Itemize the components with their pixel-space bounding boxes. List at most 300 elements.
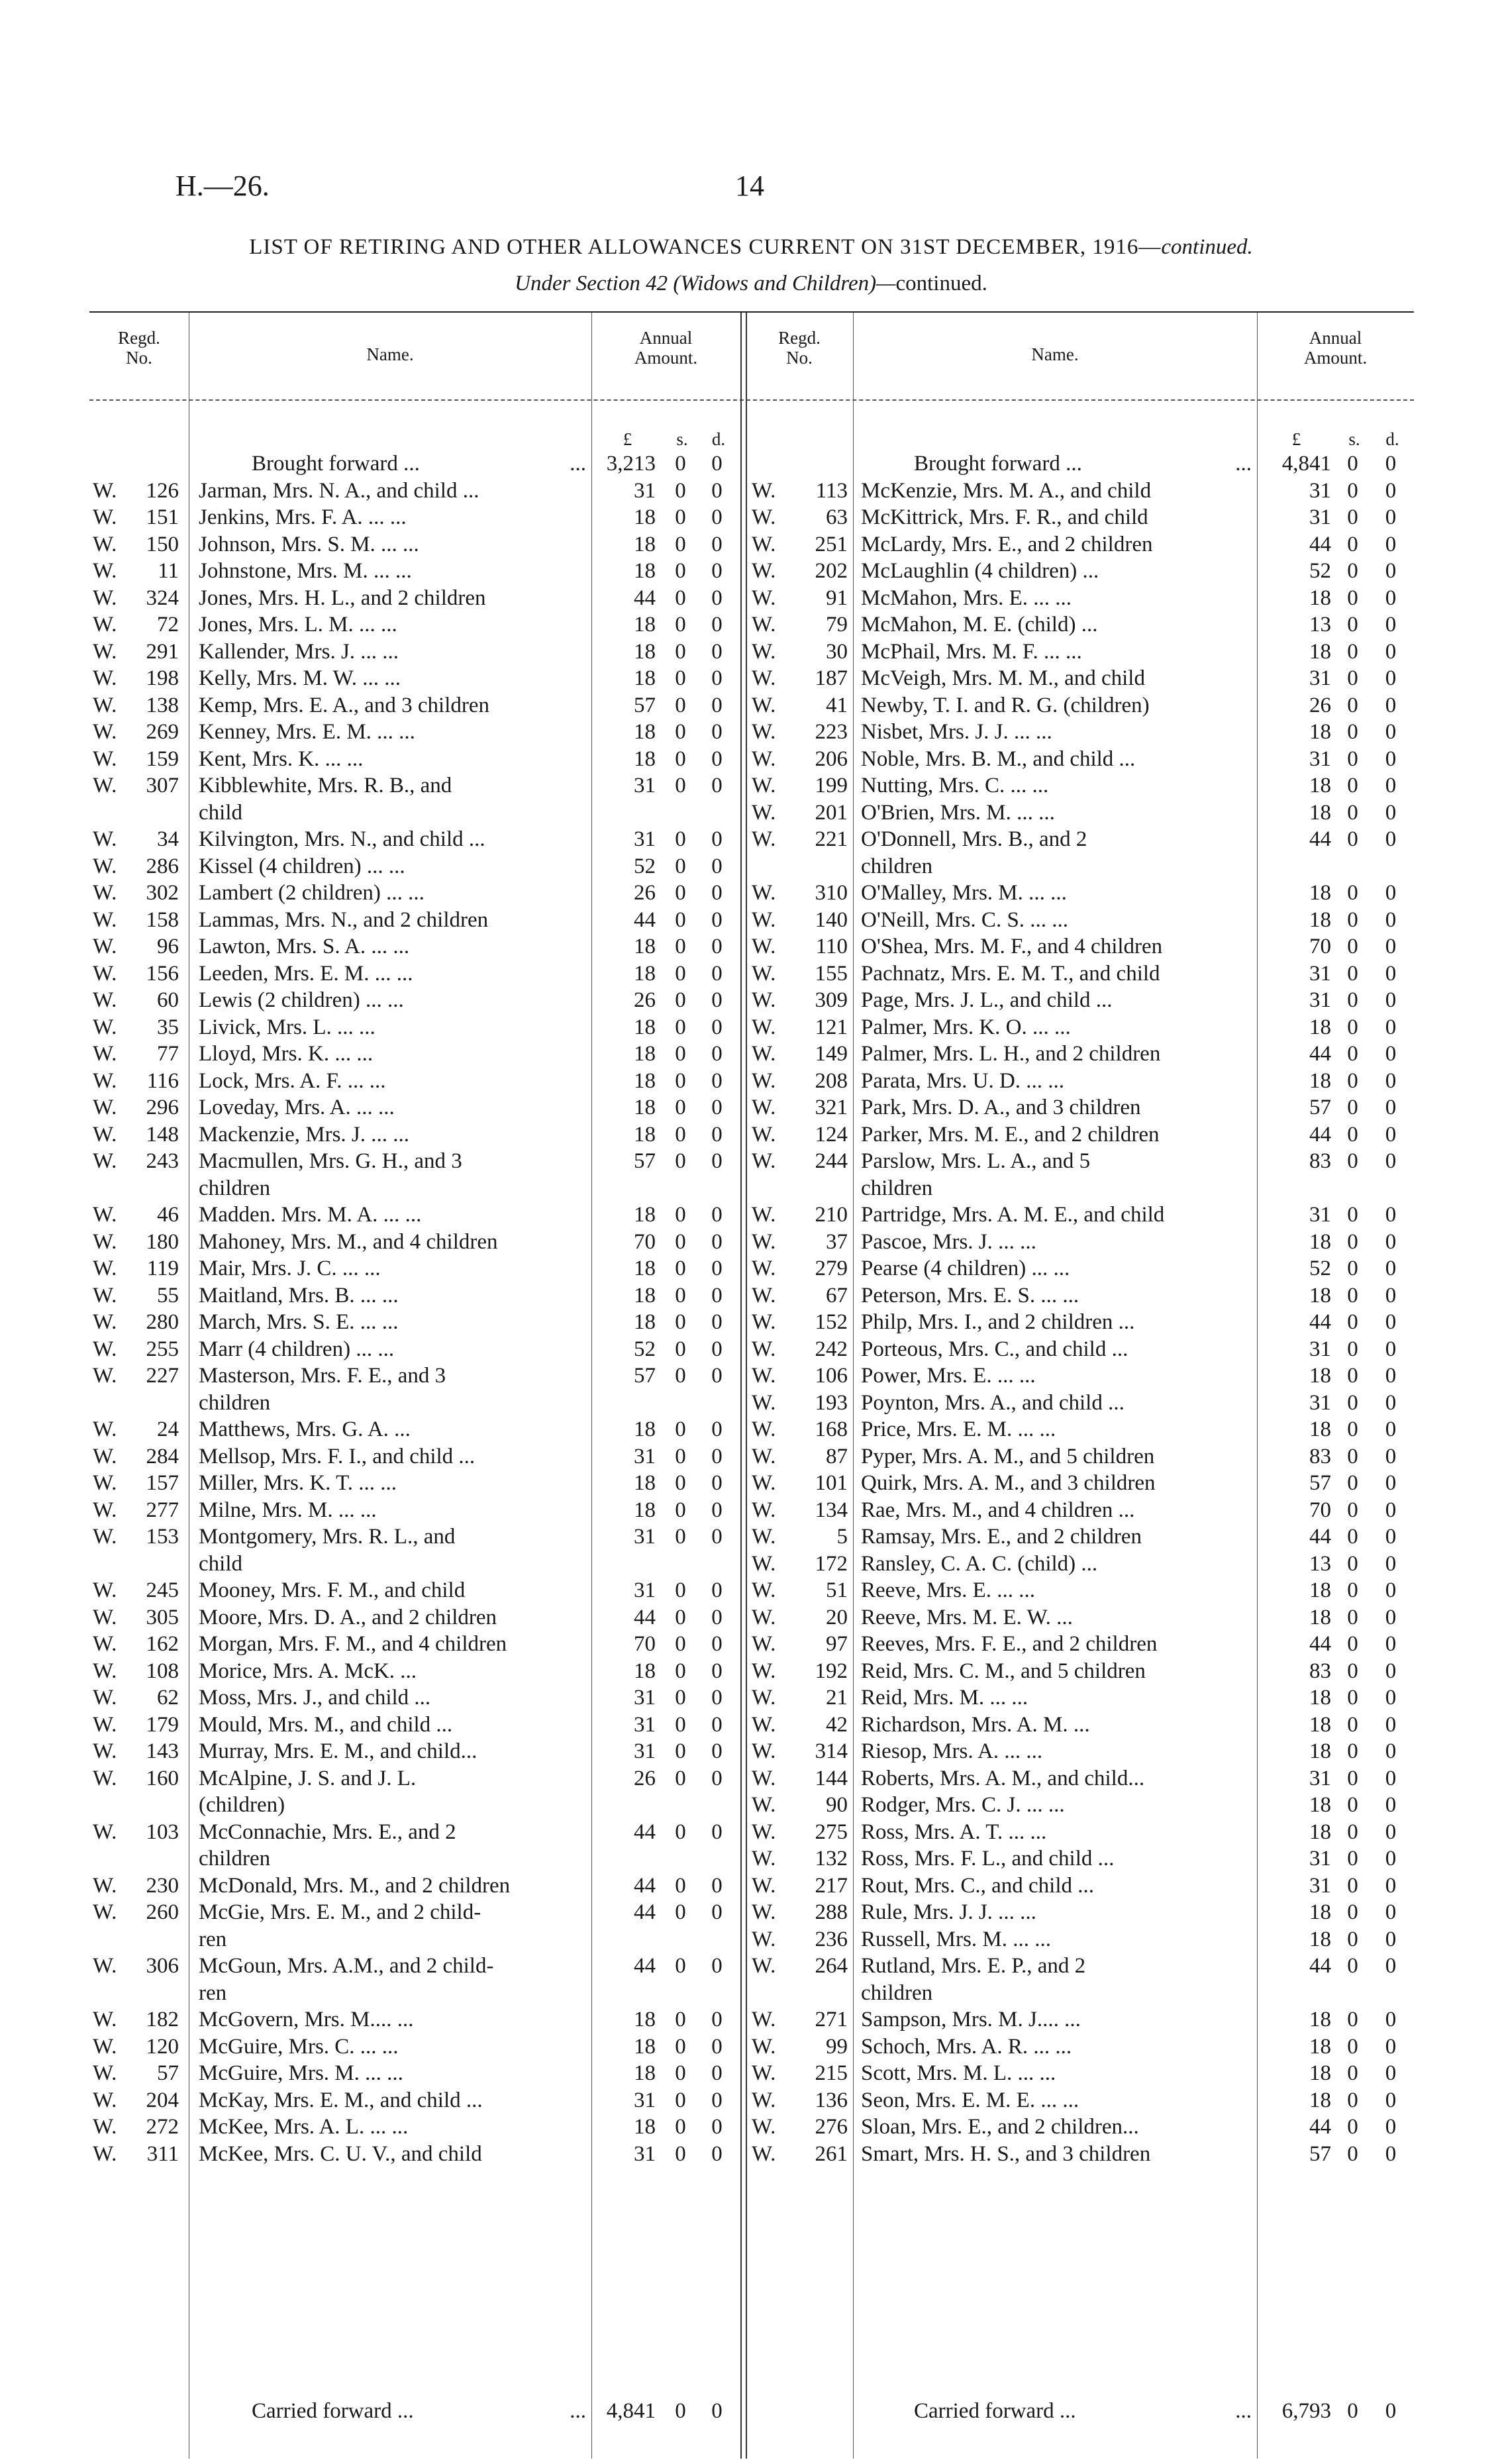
amount-pounds: 31 [634,2141,656,2166]
regd-value: 201 [815,800,848,825]
table-row [0,1845,1502,1872]
entry-name: McMahon, Mrs. E. ... ... [861,586,1072,610]
regd-number [752,933,848,960]
amount-shillings: 0 [1347,1739,1358,1763]
right-regd-header [746,328,853,368]
amount-shillings: 0 [675,854,686,878]
amount-shillings: 0 [675,1283,686,1308]
table-row [0,880,1502,906]
amount-shillings: 0 [1347,1283,1358,1308]
regd-prefix: W. [93,639,117,664]
entry-name: Power, Mrs. E. ... ... [861,1364,1036,1388]
amount-pence: 0 [1385,800,1397,825]
regd-value: 5 [836,1525,848,1549]
entry-name: Johnson, Mrs. S. M. ... ... [199,532,419,556]
regd-value: 67 [826,1283,848,1308]
amount-pounds: 70 [1309,1498,1331,1522]
amount-shillings: 0 [675,1632,686,1656]
amount-pence: 0 [1385,1793,1397,1817]
amount-shillings: 0 [675,1337,686,1361]
amount-pence: 0 [1385,1766,1397,1790]
entry-name: Lambert (2 children) ... ... [199,881,425,905]
amount-pence: 0 [1385,1122,1397,1147]
amount-pounds: 18 [634,935,656,958]
table-row [0,1684,1502,1711]
regd-value: 269 [146,720,179,744]
amount-shillings: 0 [675,746,686,771]
regd-value: 11 [158,559,179,583]
table-row [0,1953,1502,1979]
amount-pounds: 83 [1309,1444,1331,1468]
amount-pence: 0 [1385,1847,1397,1871]
amount-pounds: 31 [634,478,656,503]
amount-pounds: 18 [634,720,656,744]
amount-pounds: 57 [1309,1471,1331,1495]
amount-shillings: 0 [1347,1390,1358,1415]
entry-name: Livick, Mrs. L. ... ... [199,1015,376,1039]
amount-pounds: 18 [1309,1283,1331,1308]
table-row [0,1631,1502,1657]
amount-shillings: 0 [1347,1498,1358,1522]
amount-pence: 0 [1385,532,1397,556]
regd-value: 113 [815,478,848,503]
regd-prefix: W. [93,1873,117,1898]
amount-pence: 0 [711,2399,723,2423]
amount-pounds: 44 [634,1605,656,1629]
entry-name: O'Neill, Mrs. C. S. ... ... [861,907,1069,932]
entry-name: Kemp, Mrs. E. A., and 3 children [199,693,490,717]
amount-shillings: 0 [675,1015,686,1039]
table-row [0,2087,1502,2114]
entry-name: Rout, Mrs. C., and child ... [861,1873,1094,1898]
left-amount-header [591,328,740,368]
regd-value: 157 [146,1471,179,1495]
entry-name: Park, Mrs. D. A., and 3 children [861,1096,1141,1119]
entry-name: Pearse (4 children) ... ... [861,1257,1070,1280]
table-row [0,1899,1502,1925]
amount-shillings: 0 [675,532,686,556]
amount-shillings: 0 [675,613,686,637]
entry-name: Ross, Mrs. F. L., and child ... [861,1847,1115,1871]
regd-prefix: W. [752,1900,776,1924]
entry-name: children [861,1176,933,1200]
amount-pounds: 31 [1309,505,1331,529]
amount-pence: 0 [1385,720,1397,744]
entry-name: Kenney, Mrs. E. M. ... ... [199,720,415,744]
entry-name: Lloyd, Mrs. K. ... ... [199,1042,374,1066]
amount-shillings: 0 [675,1873,686,1898]
amount-pence: 0 [1385,1605,1397,1629]
regd-number [752,1416,848,1443]
amount-shillings: 0 [1347,1068,1358,1093]
regd-prefix: W. [93,532,117,556]
entry-name: Milne, Mrs. M. ... ... [199,1498,377,1522]
amount-pounds: 31 [1309,1873,1331,1898]
table-row [0,692,1502,719]
regd-prefix: W. [752,774,776,797]
amount-pence: 0 [711,505,723,529]
left-name-header: Name. [366,344,414,364]
right-shilling-unit: s. [1348,429,1360,449]
amount-pence: 0 [1385,693,1397,717]
table-row [0,1470,1502,1496]
entry-name: children [861,1980,933,2005]
regd-prefix: W. [93,907,117,932]
entry-name: Roberts, Mrs. A. M., and child... [861,1766,1145,1790]
amount-pounds: 18 [634,613,656,637]
regd-number [752,1202,848,1228]
regd-number [752,1631,848,1657]
amount-pounds: 18 [1309,800,1331,825]
regd-number [752,1282,848,1309]
amount-pence: 0 [711,961,723,986]
regd-value: 138 [146,693,179,717]
entry-name: Pyper, Mrs. A. M., and 5 children [861,1444,1155,1468]
amount-pence: 0 [711,1578,723,1602]
regd-prefix: W. [93,746,117,771]
regd-value: 230 [146,1873,179,1898]
entry-name: Reeve, Mrs. E. ... ... [861,1578,1036,1602]
table-row [0,1712,1502,1738]
regd-value: 255 [146,1337,179,1361]
entry-name: Rule, Mrs. J. J. ... ... [861,1900,1036,1924]
amount-pounds: 57 [634,693,656,717]
amount-pence: 0 [1385,1927,1397,1951]
regd-value: 63 [826,505,848,529]
amount-pence: 0 [711,988,723,1012]
regd-prefix: W. [93,1820,117,1844]
amount-pence: 0 [711,1337,723,1361]
entry-name: Mahoney, Mrs. M., and 4 children [199,1229,498,1254]
amount-pounds: 44 [1309,1954,1331,1978]
entry-name: Richardson, Mrs. A. M. ... [861,1712,1090,1737]
entry-name: Ransley, C. A. C. (child) ... [861,1551,1098,1576]
entry-name: Smart, Mrs. H. S., and 3 children [861,2141,1151,2166]
regd-value: 276 [815,2115,848,2139]
amount-pence: 0 [1385,1820,1397,1844]
regd-prefix: W. [93,1149,117,1173]
regd-prefix: W. [752,1793,776,1817]
regd-value: 311 [146,2141,179,2166]
table-row [0,960,1502,987]
regd-value: 251 [815,532,848,556]
amount-pence: 0 [711,935,723,958]
regd-value: 51 [826,1578,848,1602]
entry-name: Riesop, Mrs. A. ... ... [861,1739,1043,1763]
entry-name: McVeigh, Mrs. M. M., and child [861,666,1145,690]
regd-number [752,1792,848,1818]
entry-name: Ross, Mrs. A. T. ... ... [861,1820,1047,1844]
entry-name: Mooney, Mrs. F. M., and child [199,1578,466,1602]
regd-prefix: W. [93,2115,117,2139]
amount-shillings: 0 [1347,1551,1358,1576]
entry-name: Porteous, Mrs. C., and child ... [861,1337,1128,1361]
amount-shillings: 0 [675,961,686,986]
amount-pounds: 18 [634,2008,656,2031]
regd-prefix: W. [93,2141,117,2166]
amount-pounds: 18 [1309,720,1331,744]
entry-name: Price, Mrs. E. M. ... ... [861,1417,1056,1441]
amount-shillings: 0 [1347,1873,1358,1898]
table-row [0,1255,1502,1282]
amount-pence: 0 [711,2034,723,2059]
amount-pounds: 3,213 [606,452,656,476]
table-row [0,1390,1502,1416]
entry-name: Reeve, Mrs. M. E. W. ... [861,1605,1073,1629]
amount-pounds: 52 [1309,1257,1331,1280]
regd-prefix: W. [752,881,776,905]
amount-pounds: 31 [634,1578,656,1602]
amount-pounds: 70 [634,1632,656,1656]
amount-pounds: 44 [634,1900,656,1924]
entry-name: Kallender, Mrs. J. ... ... [199,639,399,664]
regd-prefix: W. [93,881,117,905]
regd-number [752,1658,848,1684]
regd-value: 182 [146,2008,179,2031]
entry-name: Mackenzie, Mrs. J. ... ... [199,1122,410,1147]
amount-pounds: 18 [634,2061,656,2085]
amount-pence: 0 [711,1096,723,1119]
amount-pounds: 18 [1309,2088,1331,2112]
table-row [0,1175,1502,1202]
amount-pence: 0 [1385,666,1397,690]
regd-number [752,826,848,852]
amount-shillings: 0 [675,1525,686,1549]
entry-name: Parker, Mrs. M. E., and 2 children [861,1122,1160,1147]
amount-pence: 0 [1385,1444,1397,1468]
amount-pence: 0 [1385,1739,1397,1763]
amount-pence: 0 [1385,1551,1397,1576]
regd-prefix: W. [93,1659,117,1683]
amount-pence: 0 [711,1364,723,1388]
regd-number [752,1255,848,1282]
regd-value: 221 [815,827,848,851]
amount-pounds: 18 [1309,1068,1331,1093]
amount-pounds: 18 [634,1310,656,1334]
regd-number [752,2060,848,2086]
regd-number [752,1738,848,1765]
amount-pounds: 18 [1309,881,1331,905]
entry-name: Peterson, Mrs. E. S. ... ... [861,1283,1079,1308]
regd-value: 110 [815,935,848,958]
table-row [0,1523,1502,1550]
regd-number [752,1068,848,1094]
amount-shillings: 0 [675,2034,686,2059]
regd-number [752,665,848,692]
regd-value: 91 [826,586,848,610]
regd-value: 192 [815,1659,848,1683]
header-rule [89,399,1414,401]
amount-pounds: 52 [1309,559,1331,583]
amount-pounds: 31 [1309,1766,1331,1790]
entry-name: McKee, Mrs. A. L. ... ... [199,2115,409,2139]
regd-prefix: W. [752,1310,776,1334]
page-subtitle [0,272,1502,296]
entry-name: Quirk, Mrs. A. M., and 3 children [861,1471,1156,1495]
regd-prefix: W. [752,1444,776,1468]
entry-name: Scott, Mrs. M. L. ... ... [861,2061,1056,2085]
amount-pence: 0 [711,1686,723,1710]
table-row [0,504,1502,531]
amount-pence: 0 [1385,1578,1397,1602]
table-row [0,2141,1502,2167]
brought-forward [0,450,1502,477]
amount-pence: 0 [711,1525,723,1549]
regd-prefix: W. [752,1686,776,1710]
entry-name: Madden. Mrs. M. A. ... ... [199,1203,422,1227]
amount-shillings: 0 [675,1686,686,1710]
regd-value: 243 [146,1149,179,1173]
regd-value: 296 [146,1096,179,1119]
table-row [0,1121,1502,1148]
amount-shillings: 0 [1347,586,1358,610]
amount-pounds: 18 [634,2034,656,2059]
entry-name: Palmer, Mrs. L. H., and 2 children [861,1042,1161,1066]
regd-value: 150 [146,532,179,556]
entry-name: McConnachie, Mrs. E., and 2 [199,1820,456,1844]
table-row [0,2006,1502,2033]
amount-shillings: 0 [675,559,686,583]
title-continued: continued. [1161,235,1253,259]
amount-pence: 0 [1385,1364,1397,1388]
amount-pence: 0 [711,2115,723,2139]
regd-value: 124 [815,1122,848,1147]
amount-shillings: 0 [1347,988,1358,1012]
amount-pence: 0 [1385,1659,1397,1683]
amount-pounds: 31 [634,827,656,851]
table-row [0,558,1502,584]
regd-number [752,1684,848,1711]
amount-shillings: 0 [675,935,686,958]
entry-name: McMahon, M. E. (child) ... [861,613,1098,637]
amount-pence: 0 [711,2141,723,2166]
amount-pence: 0 [1385,2088,1397,2112]
entry-name: Mair, Mrs. J. C. ... ... [199,1257,381,1280]
amount-pounds: 18 [634,666,656,690]
amount-pounds: 18 [1309,1712,1331,1737]
amount-shillings: 0 [1347,1766,1358,1790]
carried-forward [0,2398,1502,2424]
amount-pounds: 18 [634,532,656,556]
regd-prefix: W. [752,935,776,958]
amount-pounds: 18 [1309,1686,1331,1710]
left-regd-header [89,328,189,368]
amount-pence: 0 [711,666,723,690]
regd-value: 96 [157,935,179,958]
regd-prefix: W. [752,1364,776,1388]
regd-number [752,1336,848,1362]
amount-shillings: 0 [1347,666,1358,690]
amount-pence: 0 [711,693,723,717]
subtitle-continued: continued. [895,272,987,295]
amount-shillings: 0 [1347,505,1358,529]
amount-pence: 0 [711,1283,723,1308]
regd-prefix: W. [752,1659,776,1683]
regd-value: 215 [815,2061,848,2085]
amount-shillings: 0 [1347,559,1358,583]
entry-name: Moss, Mrs. J., and child ... [199,1686,431,1710]
entry-name: McKittrick, Mrs. F. R., and child [861,505,1148,529]
amount-pence: 0 [1385,1498,1397,1522]
regd-value: 310 [815,881,848,905]
amount-shillings: 0 [1347,1632,1358,1656]
amount-shillings: 0 [1347,1954,1358,1978]
amount-pence: 0 [711,1471,723,1495]
amount-pounds: 52 [634,1337,656,1361]
amount-pounds: 44 [634,1820,656,1844]
amount-shillings: 0 [675,1900,686,1924]
regd-number [752,478,848,504]
amount-pence: 0 [1385,2008,1397,2031]
amount-pence: 0 [711,907,723,932]
amount-pence: 0 [1385,1686,1397,1710]
carried-forward-label: Carried forward ... [252,2399,414,2423]
regd-value: 30 [826,639,848,664]
amount-shillings: 0 [675,2088,686,2112]
amount-pounds: 44 [1309,827,1331,851]
amount-shillings: 0 [675,2008,686,2031]
amount-pounds: 44 [1309,1042,1331,1066]
regd-prefix: W. [752,1096,776,1119]
regd-value: 306 [146,1954,179,1978]
entry-name: Nisbet, Mrs. J. J. ... ... [861,720,1052,744]
regd-number [752,1765,848,1792]
entry-name: Pascoe, Mrs. J. ... ... [861,1229,1036,1254]
amount-shillings: 0 [675,1498,686,1522]
regd-value: 120 [146,2034,179,2059]
amount-pounds: 18 [634,1498,656,1522]
entry-name: Rutland, Mrs. E. P., and 2 [861,1954,1086,1978]
table-row [0,719,1502,745]
amount-shillings: 0 [1347,1793,1358,1817]
amount-label: Amount. [1303,348,1368,368]
table-row [0,1443,1502,1470]
amount-pounds: 26 [1309,693,1331,717]
amount-shillings: 0 [1347,1712,1358,1737]
regd-value: 162 [146,1632,179,1656]
regd-number [752,1362,848,1389]
regd-number [752,2006,848,2033]
amount-pence: 0 [711,1900,723,1924]
regd-value: 321 [815,1096,848,1119]
amount-shillings: 0 [675,2115,686,2139]
amount-pence: 0 [1385,1337,1397,1361]
entry-name: McKee, Mrs. C. U. V., and child [199,2141,482,2166]
regd-prefix: W. [93,1068,117,1093]
amount-pounds: 31 [634,1444,656,1468]
regd-value: 155 [815,961,848,986]
amount-pounds: 18 [634,1203,656,1227]
amount-shillings: 0 [675,1203,686,1227]
amount-shillings: 0 [1347,1203,1358,1227]
regd-value: 126 [146,478,179,503]
amount-pounds: 57 [634,1364,656,1388]
amount-shillings: 0 [675,881,686,905]
regd-value: 106 [815,1364,848,1388]
amount-pounds: 18 [1309,1739,1331,1763]
amount-shillings: 0 [1347,1149,1358,1173]
regd-prefix: W. [752,666,776,690]
amount-pence: 0 [711,1659,723,1683]
regd-value: 46 [157,1203,179,1227]
regd-number [752,1577,848,1604]
regd-prefix: W. [93,666,117,690]
regd-prefix: W. [752,961,776,986]
amount-shillings: 0 [675,505,686,529]
amount-pounds: 18 [1309,774,1331,797]
regd-value: 24 [157,1417,179,1441]
entry-name: Schoch, Mrs. A. R. ... ... [861,2034,1072,2059]
